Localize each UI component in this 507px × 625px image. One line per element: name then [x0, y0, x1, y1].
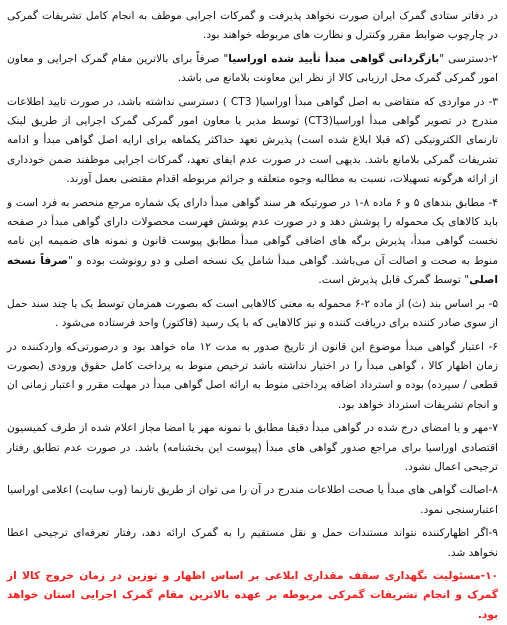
paragraph-item-8 — [7, 481, 498, 520]
paragraph-item-9 — [7, 524, 498, 563]
paragraph-item-9-text: ۹-اگر اظهارکننده نتواند مستندات حمل و نقل مستقیم را به گمرک ارائه دهد، رفتار تعرفه‌ای ترجیحی اعطا نخواهد شد. — [7, 527, 498, 559]
paragraph-item-6 — [7, 338, 498, 416]
paragraph-item-8-text: ۸-اصالت گواهی های مبدأ یا صحت اطلاعات مندرج در آن را می توان از طریق تارنما (وب سایت) اعلامی اوراسیا اعتبارسنجی نمود. — [7, 484, 498, 516]
paragraph-item-7-text: ۷-مهر و یا امضای درج شده در گواهی مبدأ دقیقا مطابق با نمونه مهر یا امضا مجاز اعلام شده از طرف کمیسیون اقتصادی اوراسیا برای مراجع صدور گواهی های مبدأ (پیوست این بخشنامه) باشد. در صورت عدم تطابق رفتار ترجیحی اعمال نشود. — [7, 422, 498, 473]
paragraph-item-2-tail: " صرفاً برای بالاترین مقام گمرک اجرایی و معاون امور گمرکی گمرک محل ارزیابی کالا از نظر این معاونت بلامانع می باشد. — [7, 52, 498, 85]
paragraph-item-5 — [7, 295, 498, 334]
paragraph-item-4-lead: ۴- مطابق بندهای ۵ و ۶ ماده ۸-۱ در صورتیکه هر سند گواهی مبدأ دارای یک شماره مرجع منحصر به فرد است و باید کالاهای یک محموله را پوشش دهد و در صورت عدم پوشش فهرست محصولات دارای گواهی مبدأ در صفحه نخست گواهی مبدأ، پذیرش برگه های اضافی گواهی مبدأ مطابق پیوست قانون و نمونه های ضمیمه این نامه منوط به صحت و اصالت آن می‌باشد. گواهی مبدأ شامل یک نسخه اصلی و دو رونوشت بوده و " — [7, 196, 498, 267]
paragraph-item-3-text: ۳- در مواردی که متقاضی به اصل گواهی مبدأ اوراسیا( CT3 ) دسترسی نداشته باشد، در صورت تایید اطلاعات مندرج در تصویر گواهی مبدأ اوراسیا(CT3) توسط مدیر یا معاون امور گمرکی گمرک اجرایی از طریق لینک تارنمای الکترونیکی (که قبلا ابلاغ شده است) پذیرش تعهد حداکثر یکماهه برای ارایه اصل گواهی مبدأ و ادامه تشریفات گمرکی بلامانع باشد. بدیهی است در صورت عدم ایفای تعهد، گمرکات اجرایی موظفند ضمن خودداری از ارائه هرگونه تسهیلات، نسبت به مطالبه وجوه متعلقه و جرائم مربوطه اقدام مقتضی بعمل آورند. — [7, 95, 498, 186]
paragraph-item-4 — [7, 194, 498, 291]
paragraph-intro-text: در دفاتر ستادی گمرک ایران صورت نخواهد پذیرفت و گمرکات اجرایی موظف به انجام کامل تشریفات گمرکی در چارچوب ضوابط مقرر وکنترل و نظارت های مربوطه خواهند بود. — [7, 10, 498, 42]
paragraph-item-10-text: ۱۰-مسئولیت نگهداری سقف مقداری ابلاغی بر اساس اظهار و توزین در زمان خروج کالا از گمرک و انجام تشریفات گمرکی مربوطه بر عهده بالاترین مقام گمرک اجرایی استان خواهد بود. — [7, 569, 498, 621]
paragraph-item-2-lead: ۲-دسترسی " — [439, 52, 498, 65]
paragraph-intro — [7, 7, 498, 46]
paragraph-item-4-tail: " توسط گمرک قابل پذیرش است. — [318, 274, 470, 287]
paragraph-item-7 — [7, 419, 498, 477]
paragraph-item-2-bold: بازگردانی گواهی مبدأ تأیید شده اوراسیا — [228, 52, 440, 65]
paragraph-item-4-bold: صرفاً نسخه اصلی — [7, 254, 498, 287]
paragraph-item-3 — [7, 93, 498, 190]
paragraph-item-6-text: ۶- اعتبار گواهی مبدأ موضوع این قانون از تاریخ صدور به مدت ۱۲ ماه خواهد بود و درصورتی‌که وارد‌کننده در زمان اظهار کالا ، گواهی مبدأ را در اختیار نداشته باشد ترخیص منوط به پرداخت کامل حقوق ورودی (بصورت قطعی / سپرده) بوده و استرداد اضافه پرداختی منوط به ارائه اصل گواهی مبدأ در مهلت مقرر و اعتبار زمانی ان و انجام تشریفات استرداد خواهد بود. — [7, 340, 498, 411]
paragraph-item-2 — [7, 50, 498, 89]
paragraph-item-10 — [7, 567, 498, 625]
paragraph-item-5-text: ۵- بر اساس بند (ث) از ماده ۲-۶ محموله به معنی کالاهایی است که بصورت همزمان توسط یک یا چند سند حمل از سوی صادر کننده برای دریافت کننده و نیز کالاهایی که با یک رسید (فاکتور) واحد فرستاده می‌شود . — [7, 297, 499, 330]
